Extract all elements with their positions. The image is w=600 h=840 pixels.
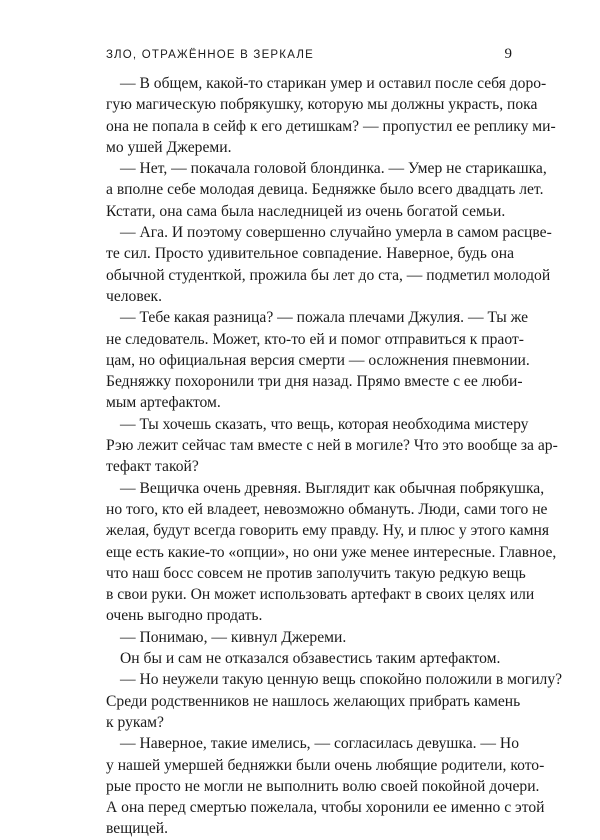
text-line: те сил. Просто удивительное совпадение. Наверное, будь она (106, 245, 514, 263)
text-line: желая, будут всегда говорить ему правду. Ну, и плюс у этого камня (106, 522, 550, 540)
text-line: а вполне себе молодая девица. Бедняжке было всего двадцать лет. (106, 181, 544, 199)
text-line: Среди родственников не нашлось желающих прибрать камень (106, 692, 521, 710)
text-line: но того, кто ей владеет, невозможно обмануть. Люди, сами того не (106, 500, 548, 518)
text-line: еще есть какие-то «опции», но они уже менее интересные. Главное, (106, 543, 557, 561)
text-line: — В общем, какой-то старикан умер и оставил после себя доро- (120, 75, 547, 92)
text-line: человек. (106, 287, 163, 305)
text-line: рые просто не могли не выполнить волю своей покойной дочери. (106, 777, 540, 795)
text-line: Он бы и сам не отказался обзавестись таким артефактом. (120, 650, 501, 668)
text-line: очень выгодно продать. (106, 607, 263, 625)
text-line: Рэю лежит сейчас там вместе с ней в могиле? Что это вообще за ар- (106, 437, 558, 455)
running-title: ЗЛО, ОТРАЖЁННОЕ В ЗЕРКАЛЕ (106, 49, 314, 61)
text-line: Кстати, она сама была наследницей из очень богатой семьи. (106, 202, 506, 220)
text-line: — Вещичка очень древняя. Выглядит как обычная побрякушка, (120, 479, 545, 497)
text-line: вещицей. (106, 820, 169, 838)
text-line: Бедняжку похоронили три дня назад. Прямо вместе с ее люби- (106, 373, 523, 391)
text-line: что наш босс совсем не против заполучить такую редкую вещь (106, 564, 526, 582)
text-line: — Но неужели такую ценную вещь спокойно положили в могилу? (120, 671, 563, 689)
text-line: А она перед смертью пожелала, чтобы хоронили ее именно с этой (106, 799, 545, 817)
text-line: гую магическую побрякушку, которую мы должны украсть, пока (106, 96, 538, 114)
text-line: она не попала в сейф к его детишкам? — пропустил ее реплику ми- (106, 117, 556, 135)
text-line: — Ага. И поэтому совершенно случайно умерла в самом расцве- (120, 224, 552, 242)
text-line: в свои руки. Он может использовать артефакт в своих целях или (106, 586, 535, 604)
text-line: мым артефактом. (106, 394, 221, 412)
text-line: не следователь. Может, кто-то ей и помог отправиться к праот- (106, 330, 524, 348)
text-line: — Нет, — покачала головой блондинка. — Умер не старикашка, (120, 160, 547, 178)
text-line: — Ты хочешь сказать, что вещь, которая необходима мистеру (120, 415, 529, 433)
page-number: 9 (504, 46, 512, 62)
text-line: у нашей умершей бедняжки были очень любящие родители, кото- (106, 756, 545, 774)
text-line: мо ушей Джереми. (106, 138, 232, 156)
text-line: — Понимаю, — кивнул Джереми. (120, 628, 347, 646)
text-line: цам, но официальная версия смерти — осложнения пневмонии. (106, 351, 530, 369)
body-text (106, 73, 563, 840)
text-line: — Тебе какая разница? — пожала плечами Джулия. — Ты же (120, 309, 529, 327)
text-line: тефакт такой? (106, 458, 199, 476)
text-line: к рукам? (106, 713, 164, 731)
text-line: обычной студенткой, прожила бы лет до ста, — подметил молодой (106, 266, 551, 284)
text-line: — Наверное, такие имелись, — согласилась девушка. — Но (120, 735, 519, 753)
